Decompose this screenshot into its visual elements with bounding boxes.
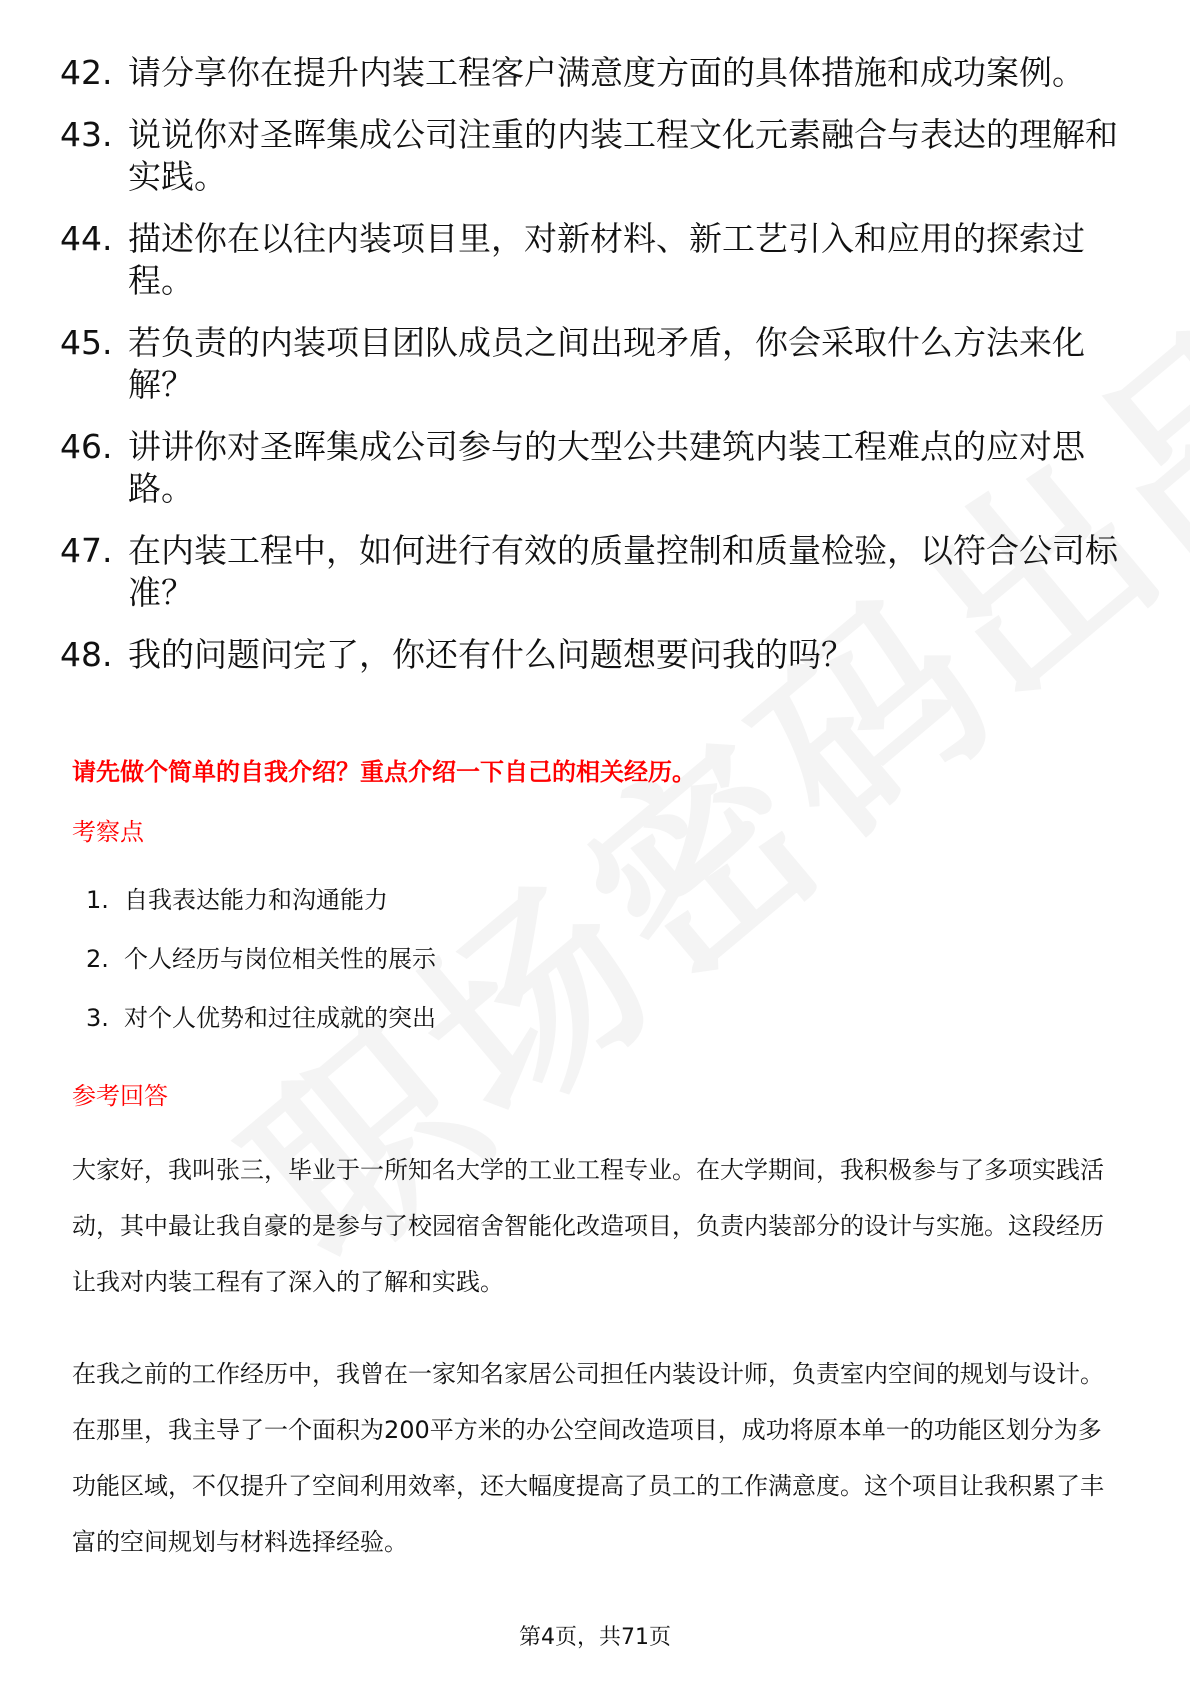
question-number: 46. bbox=[60, 427, 113, 466]
question-item bbox=[60, 114, 1120, 198]
question-text: 在内装工程中，如何进行有效的质量控制和质量检验，以符合公司标准？ bbox=[128, 531, 1118, 612]
reference-answer-label: 参考回答 bbox=[72, 1082, 168, 1110]
point-number: 2. bbox=[86, 945, 109, 973]
answer-paragraph: 大家好，我叫张三，毕业于一所知名大学的工业工程专业。在大学期间，我积极参与了多项实践活动，其中最让我自豪的是参与了校园宿舍智能化改造项目，负责内装部分的设计与实施。这段经历让我对内装工程有了深入的了解和实践。 bbox=[72, 1156, 1104, 1296]
question-number: 48. bbox=[60, 635, 113, 674]
evaluation-point bbox=[72, 1002, 1072, 1034]
question-text: 若负责的内装项目团队成员之间出现矛盾，你会采取什么方法来化解？ bbox=[128, 323, 1085, 404]
point-text: 自我表达能力和沟通能力 bbox=[124, 886, 388, 914]
question-item bbox=[60, 634, 1120, 676]
answer-paragraph: 在我之前的工作经历中，我曾在一家知名家居公司担任内装设计师，负责室内空间的规划与设计。在那里，我主导了一个面积为200平方米的办公空间改造项目，成功将原本单一的功能区划分为多功能区域，不仅提升了空间利用效率，还大幅度提高了员工的工作满意度。这个项目让我积累了丰富的空间规划与材料选择经验。 bbox=[72, 1360, 1104, 1556]
question-text: 我的问题问完了，你还有什么问题想要问我的吗？ bbox=[128, 635, 854, 674]
question-number: 43. bbox=[60, 115, 113, 154]
question-item bbox=[60, 52, 1120, 94]
question-heading: 请先做个简单的自我介绍？重点介绍一下自己的相关经历。 bbox=[72, 758, 696, 786]
question-text: 讲讲你对圣晖集成公司参与的大型公共建筑内装工程难点的应对思路。 bbox=[128, 427, 1085, 508]
question-item bbox=[60, 218, 1120, 302]
point-number: 3. bbox=[86, 1004, 109, 1032]
question-number: 47. bbox=[60, 531, 113, 570]
point-text: 对个人优势和过往成就的突出 bbox=[124, 1004, 436, 1032]
point-text: 个人经历与岗位相关性的展示 bbox=[124, 945, 436, 973]
question-list bbox=[60, 52, 1120, 696]
evaluation-points-label: 考察点 bbox=[72, 818, 144, 846]
question-number: 45. bbox=[60, 323, 113, 362]
question-item bbox=[60, 426, 1120, 510]
question-item bbox=[60, 530, 1120, 614]
page-footer: 第4页，共71页 bbox=[519, 1625, 671, 1650]
question-text: 描述你在以往内装项目里，对新材料、新工艺引入和应用的探索过程。 bbox=[128, 219, 1085, 300]
question-number: 44. bbox=[60, 219, 113, 258]
point-number: 1. bbox=[86, 886, 109, 914]
question-number: 42. bbox=[60, 53, 113, 92]
evaluation-point bbox=[72, 943, 1072, 975]
question-text: 说说你对圣晖集成公司注重的内装工程文化元素融合与表达的理解和实践。 bbox=[128, 115, 1118, 196]
question-text: 请分享你在提升内装工程客户满意度方面的具体措施和成功案例。 bbox=[128, 53, 1085, 92]
evaluation-point bbox=[72, 884, 1072, 916]
evaluation-points-list bbox=[72, 884, 1072, 1061]
question-item bbox=[60, 322, 1120, 406]
